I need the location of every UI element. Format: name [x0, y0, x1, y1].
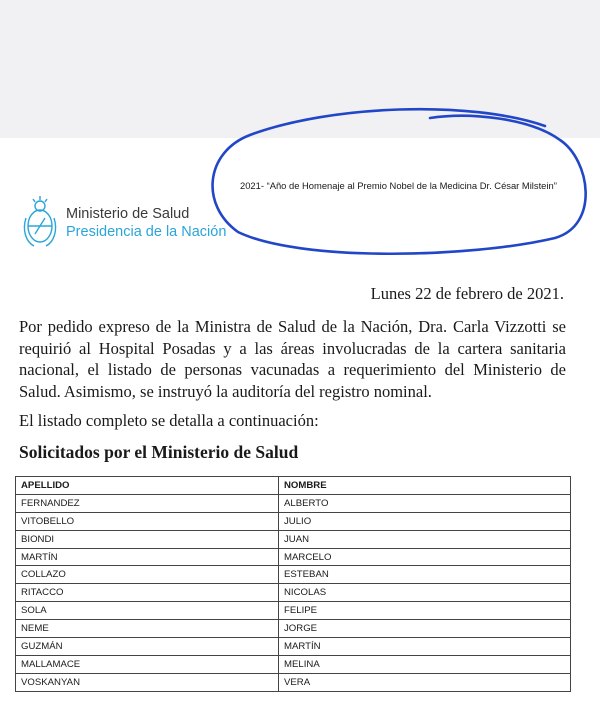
surname-cell: RITACCO	[16, 584, 279, 602]
surname-cell: BIONDI	[16, 530, 279, 548]
surname-cell: COLLAZO	[16, 566, 279, 584]
homage-line: 2021- “Año de Homenaje al Premio Nobel de la Medicina Dr. César Milstein”	[240, 180, 557, 191]
letter-date: Lunes 22 de febrero de 2021.	[370, 284, 564, 303]
name-cell: MARCELO	[279, 548, 571, 566]
name-cell: MELINA	[279, 655, 571, 673]
table-row	[16, 566, 571, 584]
letter-paragraph: Por pedido expreso de la Ministra de Salud de la Nación, Dra. Carla Vizzotti se requirió al Hospital Posadas y a las áreas involucradas de la cartera sanitaria nacional, el listado de personas vacunadas a requerimiento del Ministerio de Salud. Asimismo, se instruyó la auditoría del registro nominal.	[19, 317, 566, 401]
coat-of-arms-icon	[22, 194, 58, 252]
table-row	[16, 638, 571, 656]
name-cell: FELIPE	[279, 602, 571, 620]
header-nombre: NOMBRE	[279, 477, 571, 495]
name-cell: ALBERTO	[279, 494, 571, 512]
name-cell: NICOLAS	[279, 584, 571, 602]
surname-cell: FERNANDEZ	[16, 494, 279, 512]
surname-cell: VOSKANYAN	[16, 673, 279, 691]
name-cell: MARTÍN	[279, 638, 571, 656]
top-margin-band	[0, 0, 600, 138]
surname-cell: MARTÍN	[16, 548, 279, 566]
surname-cell: MALLAMACE	[16, 655, 279, 673]
logo-line-ministry: Ministerio de Salud	[66, 206, 190, 222]
table-row	[16, 530, 571, 548]
table-row	[16, 494, 571, 512]
section-title: Solicitados por el Ministerio de Salud	[19, 442, 299, 462]
table-row	[16, 548, 571, 566]
surname-cell: VITOBELLO	[16, 512, 279, 530]
surname-cell: NEME	[16, 620, 279, 638]
header-apellido: APELLIDO	[16, 477, 279, 495]
vaccinated-people-table	[15, 476, 571, 692]
list-intro: El listado completo se detalla a continuación:	[19, 411, 319, 430]
name-cell: ESTEBAN	[279, 566, 571, 584]
surname-cell: GUZMÁN	[16, 638, 279, 656]
name-cell: JORGE	[279, 620, 571, 638]
table-row	[16, 673, 571, 691]
name-cell: JUAN	[279, 530, 571, 548]
logo-line-presidency: Presidencia de la Nación	[66, 224, 227, 240]
name-cell: VERA	[279, 673, 571, 691]
table-header-row	[16, 477, 571, 495]
name-cell: JULIO	[279, 512, 571, 530]
table-row	[16, 512, 571, 530]
ministry-logo	[22, 194, 226, 252]
table-row	[16, 655, 571, 673]
table-row	[16, 602, 571, 620]
table-row	[16, 584, 571, 602]
table-row	[16, 620, 571, 638]
surname-cell: SOLA	[16, 602, 279, 620]
